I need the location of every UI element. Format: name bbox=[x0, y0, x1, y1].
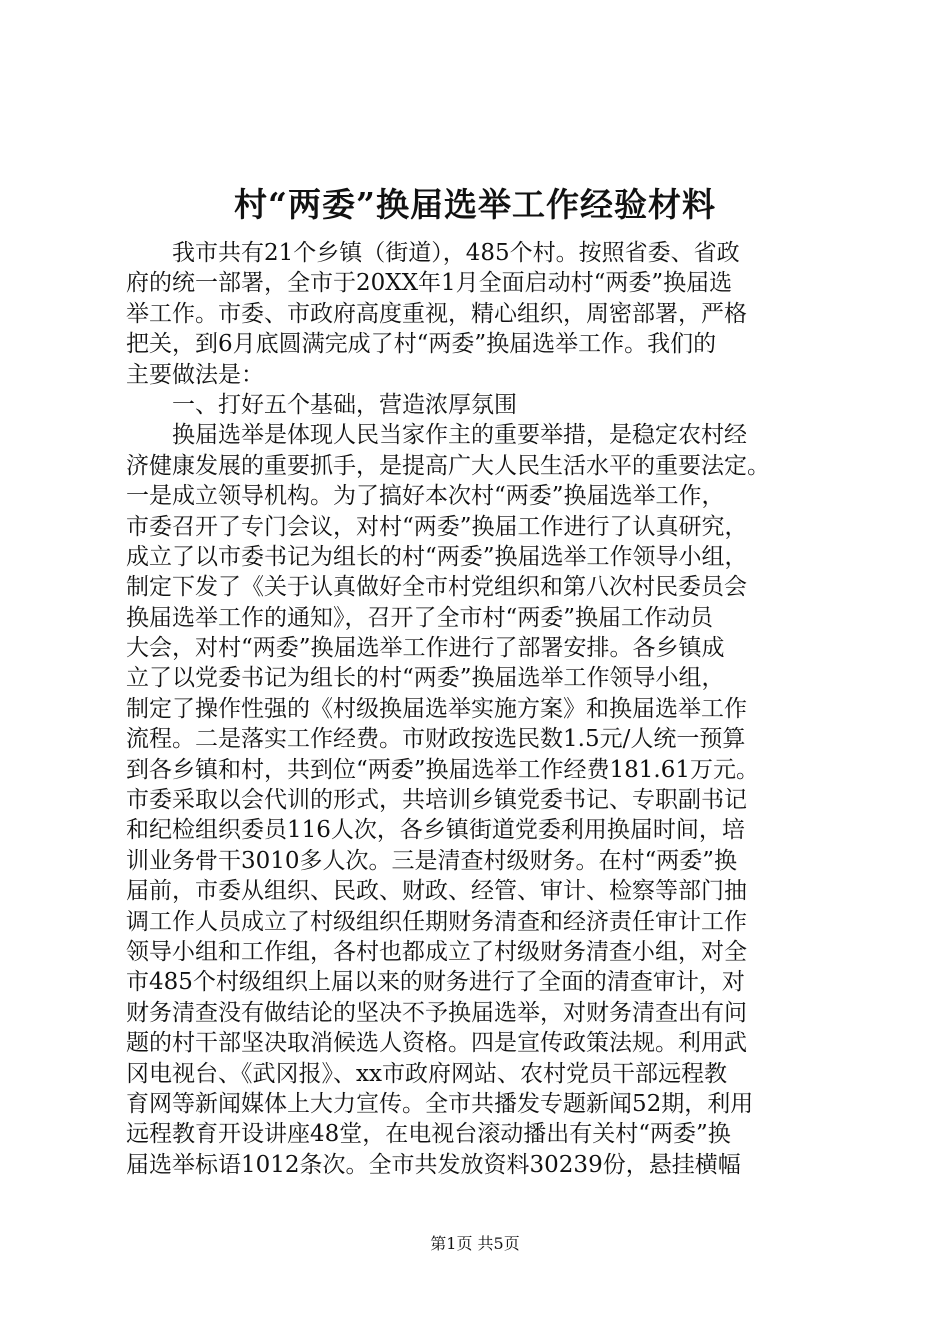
document-body bbox=[126, 238, 836, 1180]
body-line: 成立了以市委书记为组长的村“两委”换届选举工作领导小组， bbox=[126, 543, 748, 570]
body-line: 和纪检组织委员116人次，各乡镇街道党委利用换届时间，培 bbox=[126, 817, 745, 844]
page-footer: 第1页 共5页 bbox=[430, 1234, 520, 1253]
body-line: 换届选举工作的通知》，召开了全市村“两委”换届工作动员 bbox=[126, 604, 714, 631]
body-line: 到各乡镇和村，共到位“两委”换届选举工作经费181.61万元。 bbox=[126, 756, 759, 783]
body-line: 流程。二是落实工作经费。市财政按选民数1.5元/人统一预算 bbox=[126, 726, 746, 753]
body-line: 一是成立领导机构。为了搞好本次村“两委”换届选举工作， bbox=[126, 483, 725, 510]
body-line: 市委召开了专门会议，对村“两委”换届工作进行了认真研究， bbox=[126, 513, 748, 540]
body-line: 市485个村级组织上届以来的财务进行了全面的清查审计，对 bbox=[126, 969, 745, 996]
body-line: 举工作。市委、市政府高度重视，精心组织，周密部署，严格 bbox=[126, 300, 747, 327]
body-line: 我市共有21个乡镇（街道），485个村。按照省委、省政 bbox=[126, 240, 740, 266]
body-line: 领导小组和工作组，各村也都成立了村级财务清查小组，对全 bbox=[126, 938, 747, 965]
body-line: 制定了操作性强的《村级换届选举实施方案》和换届选举工作 bbox=[126, 695, 747, 722]
body-line: 一、打好五个基础，营造浓厚氛围 bbox=[126, 391, 517, 418]
body-line: 冈电视台、《武冈报》、xx市政府网站、农村党员干部远程教 bbox=[126, 1060, 727, 1087]
body-line: 训业务骨干3010多人次。三是清查村级财务。在村“两委”换 bbox=[126, 847, 738, 874]
body-line: 济健康发展的重要抓手，是提高广大人民生活水平的重要法定。 bbox=[126, 452, 770, 479]
body-line: 大会，对村“两委”换届选举工作进行了部署安排。各乡镇成 bbox=[126, 635, 725, 662]
body-line: 题的村干部坚决取消候选人资格。四是宣传政策法规。利用武 bbox=[126, 1030, 747, 1057]
body-line: 府的统一部署，全市于20XX年1月全面启动村“两委”换届选 bbox=[126, 270, 733, 297]
body-line: 立了以党委书记为组长的村“两委”换届选举工作领导小组， bbox=[126, 665, 725, 692]
body-line: 届选举标语1012条次。全市共发放资料30239份，悬挂横幅 bbox=[126, 1151, 741, 1178]
body-line: 市委采取以会代训的形式，共培训乡镇党委书记、专职副书记 bbox=[126, 787, 747, 814]
document-title: 村“两委”换届选举工作经验材料 bbox=[234, 185, 716, 224]
body-line: 届前，市委从组织、民政、财政、经管、审计、检察等部门抽 bbox=[126, 878, 747, 905]
body-line: 主要做法是： bbox=[126, 361, 264, 388]
body-line: 把关，到6月底圆满完成了村“两委”换届选举工作。我们的 bbox=[126, 331, 717, 358]
body-line: 换届选举是体现人民当家作主的重要举措，是稳定农村经 bbox=[126, 422, 747, 449]
body-line: 制定下发了《关于认真做好全市村党组织和第八次村民委员会 bbox=[126, 574, 747, 601]
body-line: 调工作人员成立了村级组织任期财务清查和经济责任审计工作 bbox=[126, 908, 747, 935]
body-line: 育网等新闻媒体上大力宣传。全市共播发专题新闻52期，利用 bbox=[126, 1090, 754, 1117]
body-line: 远程教育开设讲座48堂，在电视台滚动播出有关村“两委”换 bbox=[126, 1121, 731, 1148]
body-line: 财务清查没有做结论的坚决不予换届选举，对财务清查出有问 bbox=[126, 999, 747, 1026]
